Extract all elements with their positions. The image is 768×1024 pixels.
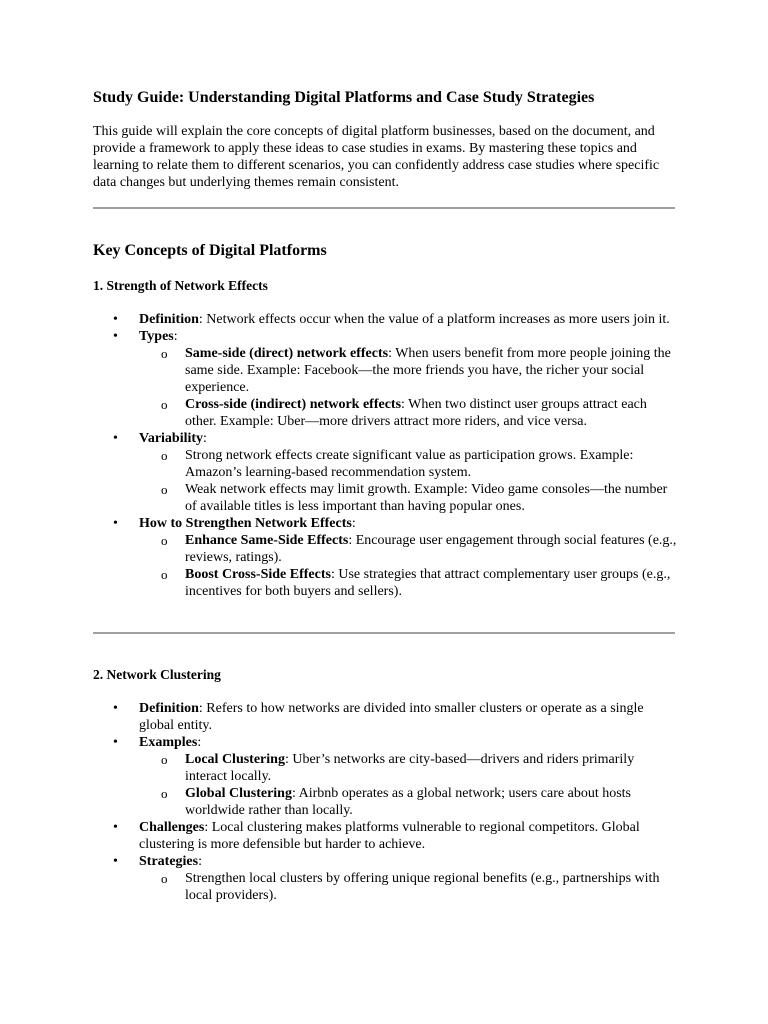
- section1-list: [93, 311, 678, 600]
- bullet-icon: •: [113, 735, 118, 750]
- list-item: [93, 819, 678, 853]
- item-text: : Local clustering makes platforms vulnerable to regional competitors. Global clustering is more defensible but harder to achieve.: [139, 820, 640, 852]
- term-label: Local Clustering: [185, 752, 285, 767]
- bullet-icon: •: [113, 329, 118, 344]
- sub-list-item: [139, 566, 678, 600]
- term-label: Boost Cross-Side Effects: [185, 567, 331, 582]
- term-label: Strategies: [139, 854, 199, 869]
- list-item: [93, 700, 678, 734]
- section2-list: [93, 700, 678, 904]
- item-text: : Use strategies that attract complementary user groups (e.g., incentives for both buyers and sellers).: [185, 567, 671, 599]
- item-text: : Encourage user engagement through social features (e.g., reviews, ratings).: [185, 533, 677, 565]
- list-item: [93, 311, 678, 328]
- item-text: : Network effects occur when the value of a platform increases as more users join it.: [198, 312, 670, 327]
- bullet-icon: •: [113, 854, 118, 869]
- term-label: Definition: [139, 701, 199, 716]
- sub-bullet-icon: o: [161, 871, 168, 886]
- sub-list-item: [139, 751, 678, 785]
- item-text: :: [203, 431, 207, 446]
- term-label: Same-side (direct) network effects: [185, 346, 389, 361]
- sub-bullet-icon: o: [161, 397, 168, 412]
- term-label: Definition: [139, 312, 199, 327]
- sub-list: [139, 447, 678, 515]
- list-item: [93, 430, 678, 515]
- item-text: : When users benefit from more people joining the same side. Example: Facebook—the more friends you have, the richer your social experience.: [185, 346, 671, 395]
- bullet-icon: •: [113, 701, 118, 716]
- item-text: : Airbnb operates as a global network; users care about hosts worldwide rather than locally.: [185, 786, 631, 818]
- sub-list-item: [139, 532, 678, 566]
- key-concepts-heading: Key Concepts of Digital Platforms: [93, 242, 327, 259]
- sub-list-item: [139, 785, 678, 819]
- sub-bullet-icon: o: [161, 482, 168, 497]
- term-label: Examples: [139, 735, 198, 750]
- item-text: : Uber’s networks are city-based—drivers and riders primarily interact locally.: [185, 752, 635, 784]
- horizontal-rule: [93, 207, 675, 209]
- term-label: Variability: [139, 431, 204, 446]
- sub-list: [139, 345, 678, 430]
- bullet-icon: •: [113, 516, 118, 531]
- bullet-icon: •: [113, 820, 118, 835]
- sub-bullet-icon: o: [161, 786, 168, 801]
- item-text: Strengthen local clusters by offering unique regional benefits (e.g., partnerships with local providers).: [185, 871, 660, 903]
- sub-list-item: [139, 396, 678, 430]
- sub-bullet-icon: o: [161, 448, 168, 463]
- list-item: [93, 328, 678, 430]
- sub-list-item: [139, 481, 678, 515]
- item-text: : When two distinct user groups attract each other. Example: Uber—more drivers attract more riders, and vice versa.: [185, 397, 647, 429]
- sub-list-item: [139, 870, 678, 904]
- item-text: : Refers to how networks are divided into smaller clusters or operate as a single global entity.: [139, 701, 644, 733]
- term-label: Cross-side (indirect) network effects: [185, 397, 402, 412]
- list-item: [93, 734, 678, 819]
- intro-paragraph: This guide will explain the core concepts of digital platform businesses, based on the document, and provide a framework to apply these ideas to case studies in exams. By mastering these topics and learning to relate them to different scenarios, you can confidently address case studies where specific data changes but underlying themes remain consistent.: [93, 124, 660, 190]
- sub-bullet-icon: o: [161, 752, 168, 767]
- bullet-icon: •: [113, 312, 118, 327]
- sub-list: [139, 532, 678, 600]
- list-item: [93, 853, 678, 904]
- item-text: :: [173, 329, 178, 344]
- horizontal-rule: [93, 632, 675, 634]
- document-title: Study Guide: Understanding Digital Platforms and Case Study Strategies: [93, 89, 595, 106]
- item-text: :: [197, 735, 202, 750]
- bullet-icon: •: [113, 431, 118, 446]
- sub-list: [139, 751, 678, 819]
- sub-bullet-icon: o: [161, 533, 168, 548]
- term-label: How to Strengthen Network Effects: [139, 516, 352, 531]
- term-label: Global Clustering: [185, 786, 292, 801]
- item-text: Strong network effects create significant value as participation grows. Example: Amazon’s learning-based recommendation system.: [185, 448, 634, 480]
- term-label: Enhance Same-Side Effects: [185, 533, 349, 548]
- item-text: Weak network effects may limit growth. Example: Video game consoles—the number of available titles is less important than having popular ones.: [185, 482, 668, 514]
- term-label: Types: [139, 329, 174, 344]
- sub-bullet-icon: o: [161, 567, 168, 582]
- item-text: :: [198, 854, 202, 869]
- sub-list-item: [139, 345, 678, 396]
- term-label: Challenges: [139, 820, 205, 835]
- sub-bullet-icon: o: [161, 346, 168, 361]
- item-text: :: [351, 516, 356, 531]
- section2-heading: 2. Network Clustering: [93, 667, 221, 682]
- list-item: [93, 515, 678, 600]
- sub-list: [139, 870, 678, 904]
- section1-heading: 1. Strength of Network Effects: [93, 278, 268, 293]
- sub-list-item: [139, 447, 678, 481]
